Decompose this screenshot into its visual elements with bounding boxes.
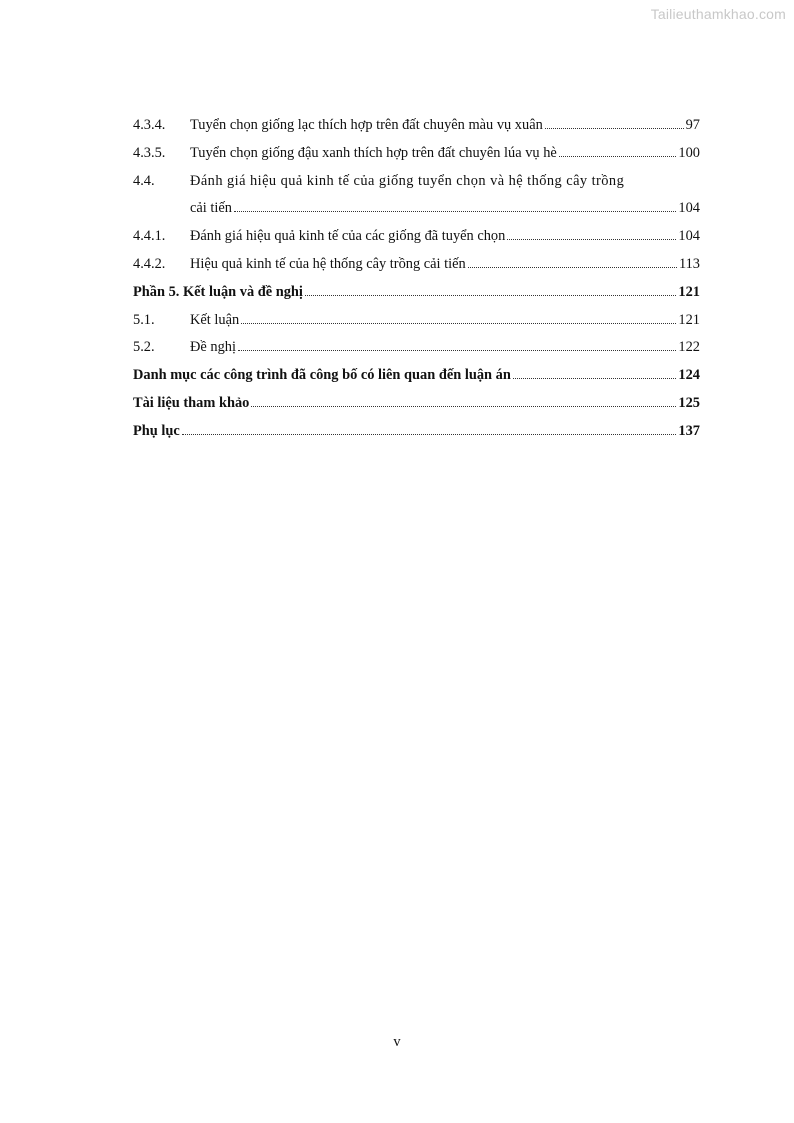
dot-leader xyxy=(251,405,676,407)
toc-entry-chapter[interactable] xyxy=(133,362,700,390)
toc-title: Kết luận xyxy=(190,311,240,328)
toc-title-continuation: cải tiến xyxy=(190,200,232,217)
toc-page: 137 xyxy=(678,422,700,439)
toc-title: Phần 5. Kết luận và đề nghị xyxy=(133,283,303,300)
toc-entry[interactable] xyxy=(133,307,700,335)
toc-entry-chapter[interactable] xyxy=(133,418,700,446)
toc-page: 97 xyxy=(685,117,700,133)
toc-entry[interactable] xyxy=(133,168,700,196)
toc-number: 4.4.1. xyxy=(133,228,166,245)
toc-title: Tuyển chọn giống đậu xanh thích hợp trên đất chuyên lúa vụ hè xyxy=(190,144,557,161)
toc-page: 125 xyxy=(678,394,700,411)
toc-entry[interactable] xyxy=(133,223,700,251)
dot-leader xyxy=(545,127,684,129)
dot-leader xyxy=(182,433,677,435)
toc-entry[interactable] xyxy=(133,140,700,168)
toc-number: 5.2. xyxy=(133,339,155,356)
toc-number: 4.4. xyxy=(133,172,155,189)
dot-leader xyxy=(305,294,676,296)
toc-page: 121 xyxy=(678,283,700,300)
toc-page: 104 xyxy=(678,200,700,217)
dot-leader xyxy=(238,349,676,351)
toc-title: Đánh giá hiệu quả kinh tế của giống tuyển chọn và hệ thống cây trồng xyxy=(190,172,625,189)
toc-title: Danh mục các công trình đã công bố có liên quan đến luận án xyxy=(133,367,511,384)
toc-entry[interactable] xyxy=(133,334,700,362)
toc-page: 122 xyxy=(678,339,700,356)
toc-entry[interactable] xyxy=(133,112,700,140)
toc-title: Tài liệu tham khảo xyxy=(133,394,250,411)
dot-leader xyxy=(513,377,677,379)
toc-number: 4.3.5. xyxy=(133,144,166,161)
toc-number: 4.3.4. xyxy=(133,117,166,133)
toc-entry[interactable] xyxy=(133,251,700,279)
toc-page: 100 xyxy=(678,144,700,161)
toc-number: 5.1. xyxy=(133,311,155,328)
toc-title: Tuyển chọn giống lạc thích hợp trên đất chuyên màu vụ xuân xyxy=(190,117,543,133)
toc-page: 121 xyxy=(678,311,700,328)
toc-title: Phụ lục xyxy=(133,422,180,439)
table-of-contents xyxy=(133,112,700,446)
toc-title: Hiệu quả kinh tế của hệ thống cây trồng cải tiến xyxy=(190,255,466,272)
page-number: v xyxy=(393,1034,401,1050)
toc-entry-continuation[interactable] xyxy=(133,195,700,223)
dot-leader xyxy=(241,322,676,324)
dot-leader xyxy=(234,210,676,212)
toc-page: 124 xyxy=(678,367,700,384)
toc-page: 113 xyxy=(678,255,700,272)
toc-entry-chapter[interactable] xyxy=(133,390,700,418)
dot-leader xyxy=(559,155,677,157)
dot-leader xyxy=(468,266,677,268)
dot-leader xyxy=(507,238,676,240)
toc-number: 4.4.2. xyxy=(133,255,166,272)
toc-title: Đề nghị xyxy=(190,339,236,356)
toc-title: Đánh giá hiệu quả kinh tế của các giống đã tuyển chọn xyxy=(190,228,506,245)
toc-page: 104 xyxy=(678,228,700,245)
toc-entry-chapter[interactable] xyxy=(133,279,700,307)
watermark: Tailieuthamkhao.com xyxy=(650,6,786,22)
